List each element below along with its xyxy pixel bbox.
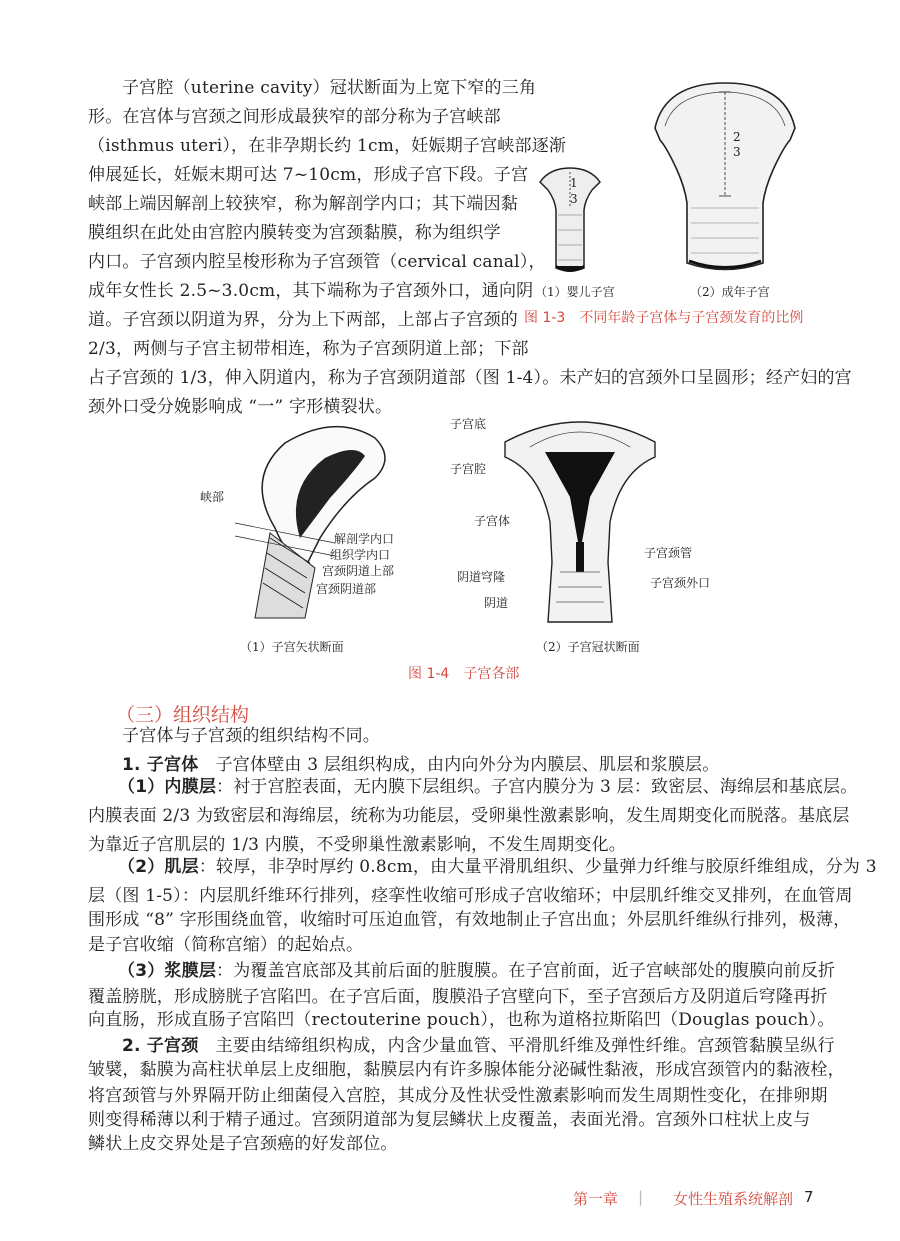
adult-uterus-drawing <box>645 78 805 278</box>
footer-chapter: 第一章 <box>573 1190 619 1208</box>
sagittal-subcaption: （1）子宫矢状断面 <box>240 640 344 654</box>
endometrium-text: ：衬于宫腔表面，无内膜下层组织。子宫内膜分为 3 层：致密层、海绵层和基底层。 <box>216 777 858 797</box>
item-cervix-text: 主要由结缔组织构成，内含少量血管、平滑肌纤维及弹性纤维。宫颈管黏膜呈纵行 <box>198 1036 835 1056</box>
endometrium-line <box>118 773 857 802</box>
intro-line: 道。子宫颈以阴道为界，分为上下两部，上部占子宫颈的 <box>88 310 518 330</box>
item-uterine-body-text: 子宫体壁由 3 层组织构成，由内向外分为内膜层、肌层和浆膜层。 <box>198 755 720 775</box>
figure-1-3-caption: 图 1-3 不同年龄子宫体与子宫颈发育的比例 <box>524 310 804 326</box>
page-number: 7 <box>804 1188 814 1206</box>
intro-line: 内口。子宫颈内腔呈梭形称为子宫颈管（cervical canal）， <box>88 252 546 272</box>
label-cavity: 子宫腔 <box>450 462 487 476</box>
intro-line: 占子宫颈的 1/3，伸入阴道内，称为子宫颈阴道部（图 1-4）。未产妇的宫颈外口呈圆形；经产妇的宫 <box>88 368 852 388</box>
label-fornix: 阴道穹隆 <box>457 570 506 584</box>
intro-line: 膜组织在此处由宫腔内膜转变为宫颈黏膜，称为组织学 <box>88 223 501 243</box>
cervix-line: 将宫颈管与外界隔开防止细菌侵入宫腔，其成分及性状受性激素影响而发生周期性变化，在排卵期 <box>88 1086 828 1106</box>
muscle-text: ：较厚，非孕时厚约 0.8cm，由大量平滑肌组织、少量弹力纤维与胶原纤维组成，分为 3 <box>198 857 877 877</box>
label-anatomical-os: 解剖学内口 <box>334 532 395 546</box>
muscle-label: （2）肌层 <box>118 857 199 877</box>
section-intro: 子宫体与子宫颈的组织结构不同。 <box>122 726 380 746</box>
cervix-line: 则变得稀薄以利于精子通过。宫颈阴道部为复层鳞状上皮覆盖，表面光滑。宫颈外口柱状上皮与 <box>88 1110 811 1130</box>
label-supravaginal: 宫颈阴道上部 <box>322 564 395 578</box>
infant-ratio-bottom: 3 <box>570 192 578 206</box>
intro-line: 2/3，两侧与子宫主韧带相连，称为子宫颈阴道上部；下部 <box>88 339 529 359</box>
endometrium-line: 内膜表面 2/3 为致密层和海绵层，统称为功能层，受卵巢性激素影响，发生周期变化而脱落。基底层 <box>88 806 850 826</box>
serosa-line <box>118 957 835 986</box>
coronal-subcaption: （2）子宫冠状断面 <box>536 640 640 654</box>
intro-line: 峡部上端因解剖上较狭窄，称为解剖学内口；其下端因黏 <box>88 194 518 214</box>
label-vagina: 阴道 <box>484 596 509 610</box>
muscle-line: 层（图 1-5）：内层肌纤维环行排列，痉挛性收缩可形成子宫收缩环；中层肌纤维交叉排列，在血管周 <box>88 886 853 906</box>
cervix-line: 鳞状上皮交界处是子宫颈癌的好发部位。 <box>88 1134 398 1154</box>
item-uterine-body-label: 1. 子宫体 <box>122 755 199 775</box>
muscle-line: 围形成 “8” 字形围绕血管，收缩时可压迫血管，有效地制止子宫出血；外层肌纤维纵行排列，极薄， <box>88 910 851 930</box>
label-body: 子宫体 <box>474 514 511 528</box>
intro-line: 子宫腔（uterine cavity）冠状断面为上宽下窄的三角 <box>122 78 537 98</box>
muscle-line: 是子宫收缩（简称宫缩）的起始点。 <box>88 935 364 955</box>
adult-subcaption: （2）成年子宫 <box>690 285 770 299</box>
figure-1-4-caption: 图 1-4 子宫各部 <box>408 666 520 682</box>
label-external-os: 子宫颈外口 <box>650 576 711 590</box>
label-fundus: 子宫底 <box>450 417 487 431</box>
adult-ratio-top: 2 <box>733 130 741 144</box>
cervix-line: 皱襞，黏膜为高柱状单层上皮细胞，黏膜层内有许多腺体能分泌碱性黏液，形成宫颈管内的黏液栓， <box>88 1060 845 1080</box>
coronal-section-drawing <box>500 412 660 624</box>
serosa-line: 向直肠，形成直肠子宫陷凹（rectouterine pouch），也称为道格拉斯陷凹（Douglas pouch）。 <box>88 1010 835 1030</box>
section-heading: （三）组织结构 <box>116 704 250 726</box>
serosa-label: （3）浆膜层 <box>118 961 217 981</box>
intro-line: 成年女性长 2.5~3.0cm，其下端称为子宫颈外口，通向阴 <box>88 281 534 301</box>
label-isthmus: 峡部 <box>200 490 225 504</box>
label-vaginal-portion: 宫颈阴道部 <box>316 582 377 596</box>
serosa-text: ：为覆盖宫底部及其前后面的脏腹膜。在子宫前面，近子宫峡部处的腹膜向前反折 <box>216 961 836 981</box>
serosa-line: 覆盖膀胱，形成膀胱子宫陷凹。在子宫后面，腹膜沿子宫壁向下，至子宫颈后方及阴道后穹隆再折 <box>88 987 828 1007</box>
footer-separator: | <box>638 1188 644 1206</box>
label-histological-os: 组织学内口 <box>330 548 391 562</box>
infant-ratio-top: 1 <box>570 176 578 190</box>
intro-line: 伸展延长，妊娠末期可达 7~10cm，形成子宫下段。子宫 <box>88 165 529 185</box>
adult-ratio-bottom: 3 <box>733 145 741 159</box>
footer-title: 女性生殖系统解剖 <box>673 1190 794 1208</box>
endometrium-line: 为靠近子宫肌层的 1/3 内膜，不受卵巢性激素影响，不发生周期变化。 <box>88 835 626 855</box>
intro-line: 形。在宫体与宫颈之间形成最狭窄的部分称为子宫峡部 <box>88 107 501 127</box>
item-cervix-label: 2. 子宫颈 <box>122 1036 199 1056</box>
intro-line: （isthmus uteri），在非孕期长约 1cm，妊娠期子宫峡部逐渐 <box>88 136 567 156</box>
label-canal: 子宫颈管 <box>644 546 693 560</box>
intro-line: 颈外口受分娩影响成 “一” 字形横裂状。 <box>88 397 393 417</box>
endometrium-label: （1）内膜层 <box>118 777 217 797</box>
infant-subcaption: （1）婴儿子宫 <box>535 285 615 299</box>
muscle-line <box>118 853 877 882</box>
